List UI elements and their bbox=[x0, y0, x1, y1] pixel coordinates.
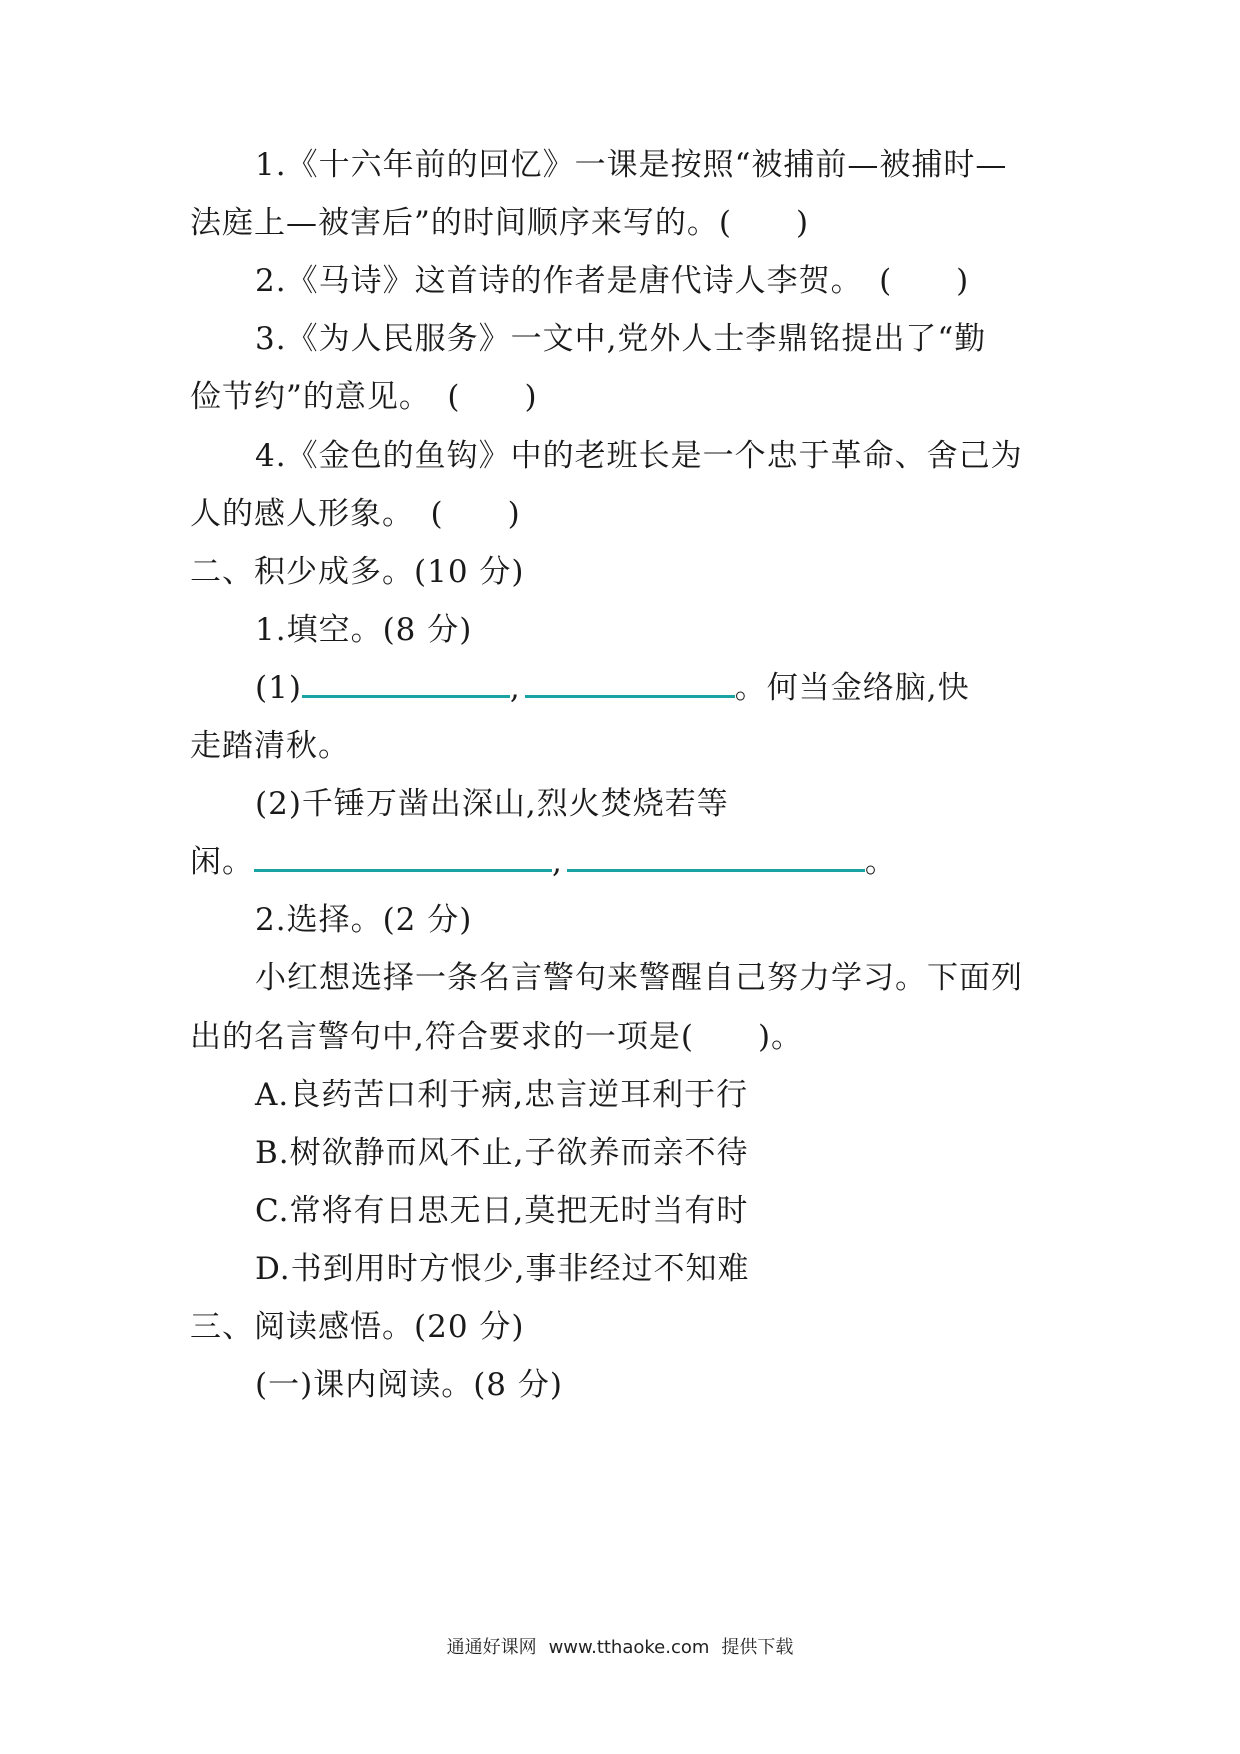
blank-comma-2: , bbox=[552, 844, 563, 880]
fill-title: 1.填空。(8 分) bbox=[255, 612, 473, 648]
choice-option-d: D.书到用时方恨少,事非经过不知难 bbox=[255, 1251, 750, 1287]
fill-item-2-line-2 bbox=[190, 842, 897, 882]
fill-item-2-prefix: 闲。 bbox=[190, 844, 254, 880]
choice-option-a: A.良药苦口利于病,忠言逆耳利于行 bbox=[255, 1077, 749, 1113]
q4-line-2: 人的感人形象。 ( ) bbox=[190, 496, 521, 532]
answer-blank-2[interactable] bbox=[525, 669, 735, 698]
fill-item-1-suffix: 。何当金络脑,快 bbox=[734, 670, 970, 706]
choice-stem-1: 小红想选择一条名言警句来警醒自己努力学习。下面列 bbox=[255, 960, 1023, 996]
footer-note: 提供下载 bbox=[721, 1637, 794, 1658]
q3-line-2: 俭节约”的意见。 ( ) bbox=[190, 379, 538, 415]
footer-site-name: 通通好课网 bbox=[446, 1637, 537, 1658]
q4-line-1: 4.《金色的鱼钩》中的老班长是一个忠于革命、舍己为 bbox=[255, 438, 1023, 474]
page-footer bbox=[0, 1633, 1240, 1659]
answer-blank-3[interactable] bbox=[254, 843, 552, 872]
blank-period: 。 bbox=[864, 844, 897, 880]
blank-comma: , bbox=[509, 670, 521, 706]
fill-item-1-prefix: (1) bbox=[255, 670, 302, 706]
choice-option-c: C.常将有日思无日,莫把无时当有时 bbox=[255, 1193, 749, 1229]
footer-url[interactable]: www.tthaoke.com bbox=[548, 1637, 710, 1658]
reading-sub-heading: (一)课内阅读。(8 分) bbox=[255, 1367, 563, 1403]
fill-item-1-continued: 走踏清秋。 bbox=[190, 728, 350, 764]
q3-line-1: 3.《为人民服务》一文中,党外人士李鼎铭提出了“勤 bbox=[255, 321, 987, 357]
section-3-heading: 三、阅读感悟。(20 分) bbox=[190, 1309, 525, 1345]
answer-blank-4[interactable] bbox=[567, 843, 865, 872]
answer-blank-1[interactable] bbox=[302, 669, 510, 698]
q1-line-2: 法庭上—被害后”的时间顺序来写的。( ) bbox=[190, 205, 810, 241]
q1-line-1: 1.《十六年前的回忆》一课是按照“被捕前—被捕时— bbox=[255, 147, 1008, 183]
section-2-heading: 二、积少成多。(10 分) bbox=[190, 554, 525, 590]
choice-option-b: B.树欲静而风不止,子欲养而亲不待 bbox=[255, 1135, 749, 1171]
fill-item-2-line-1: (2)千锤万凿出深山,烈火焚烧若等 bbox=[255, 786, 729, 822]
choice-stem-2: 出的名言警句中,符合要求的一项是( )。 bbox=[190, 1019, 804, 1055]
choice-title: 2.选择。(2 分) bbox=[255, 902, 473, 938]
fill-item-1 bbox=[255, 668, 970, 708]
q2-line: 2.《马诗》这首诗的作者是唐代诗人李贺。 ( ) bbox=[255, 263, 970, 299]
